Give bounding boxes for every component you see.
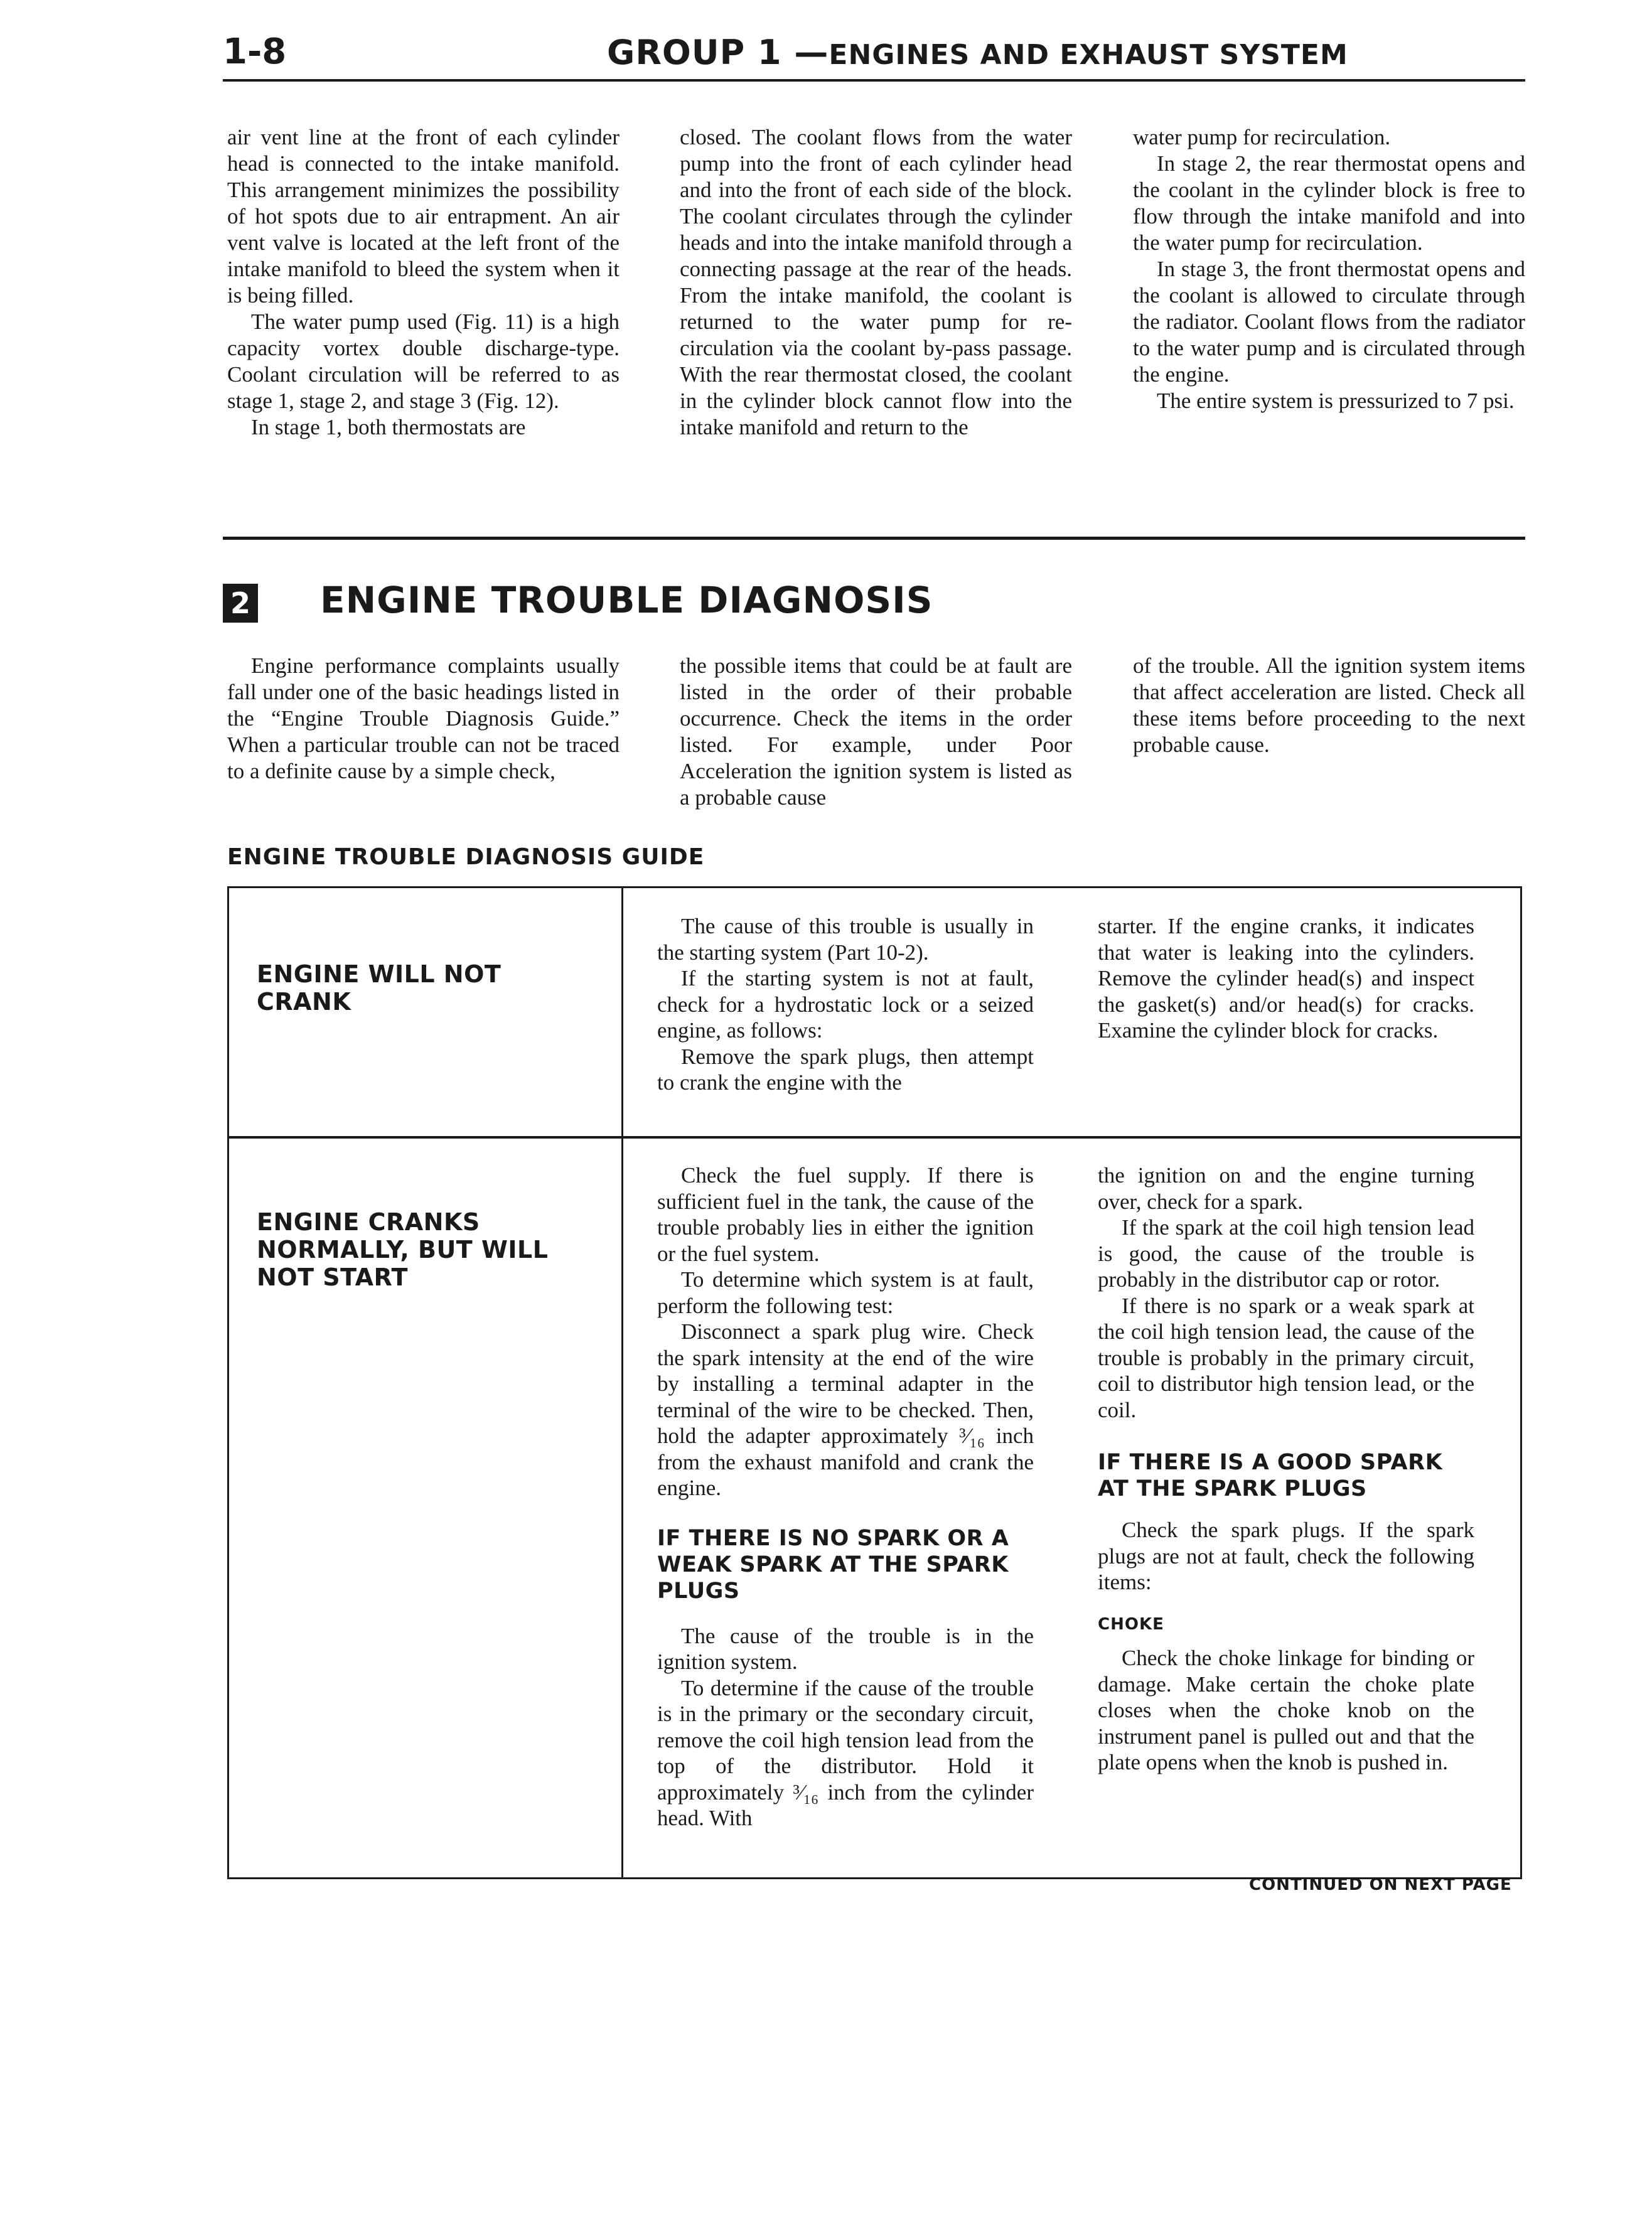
header-sep: —: [794, 33, 829, 72]
diagnosis-column-3: [1133, 653, 1525, 758]
page-header: [223, 31, 1525, 82]
guide-title: ENGINE TROUBLE DIAGNOSIS GUIDE: [227, 844, 705, 870]
row2-column-2: [1098, 1162, 1474, 1776]
row1-heading: ENGINE WILL NOT CRANK: [257, 960, 501, 1016]
row2-c2-p5: Check the choke linkage for binding or damage. Make certain the choke plate closes when the choke knob on the instrument panel is pulled out and that the plate opens when the knob is pushed in.: [1098, 1646, 1474, 1774]
intro-c2-p1: closed. The coolant flows from the water pump into the front of each cylinder head and into the front of each side of the block. The coolant circulates through the cylinder heads and into the intake manifold through a connecting passage at the rear of the heads. From the intake manifold, the coolant is returned to the water pump for re-circulation via the coolant by-pass passage. With the rear thermostat closed, the coolant in the cylinder block cannot flow into the intake manifold and return to the: [680, 125, 1072, 439]
continued-note: CONTINUED ON NEXT PAGE: [1249, 1875, 1512, 1894]
row1-c2-p1: starter. If the engine cranks, it indicates that water is leaking into the cylinders. Remove the cylinder head(s) and inspect the gasket(s) and/or head(s) for cracks. Examine the cylinder block for cracks.: [1098, 914, 1474, 1043]
row2-c1-p5: To determine if the cause of the trouble is in the primary or the secondary circuit, remove the coil high tension lead from the top of the distributor. Hold it approximately ³⁄₁₆ inch from the cylinder head. With: [657, 1675, 1034, 1830]
section-number-badge: 2: [223, 584, 258, 623]
intro-c1-p1: air vent line at the front of each cylinder head is connected to the intake manifold. This arrangement minimizes the possibility of hot spots due to air entrapment. An air vent valve is located at the left front of the intake manifold to bleed the system when it is being filled.: [227, 125, 620, 308]
row2-c2-subhead: IF THERE IS A GOOD SPARK AT THE SPARK PLUGS: [1098, 1450, 1443, 1501]
intro-c3-p3: In stage 3, the front thermostat opens and the coolant is allowed to circulate through the radiator. Coolant flows from the radiator to the water pump and is circulated through the engine.: [1133, 257, 1525, 387]
header-rule: [223, 79, 1525, 82]
section-rule: [223, 537, 1525, 540]
row2-c2-p2: If the spark at the coil high tension lead is good, the cause of the trouble is probably in the distributor cap or rotor.: [1098, 1215, 1474, 1292]
intro-c3-p2: In stage 2, the rear thermostat opens and the coolant in the cylinder block is free to flow through the intake manifold and into the water pump for recirculation.: [1133, 151, 1525, 255]
section-title: ENGINE TROUBLE DIAGNOSIS: [320, 579, 933, 621]
row2-c2-p3: If there is no spark or a weak spark at the coil high tension lead, the cause of the trouble is probably in the primary circuit, coil to distributor high tension lead, or the coil.: [1098, 1293, 1474, 1422]
intro-c1-p2: The water pump used (Fig. 11) is a high capacity vortex double discharge-type. Coolant circulation will be referred to as stage 1, stage 2, and stage 3 (Fig. 12).: [227, 309, 620, 413]
row2-heading: ENGINE CRANKS NORMALLY, BUT WILL NOT START: [257, 1208, 549, 1291]
diag-c3-p1: of the trouble. All the ignition system items that affect acceleration are listed. Check all these items before proceeding to the next probable cause.: [1133, 653, 1525, 757]
row2-c1-p1: Check the fuel supply. If there is sufficient fuel in the tank, the cause of the trouble probably lies in either the ignition or the fuel system.: [657, 1163, 1034, 1266]
intro-c3-p1: water pump for recirculation.: [1133, 125, 1391, 149]
header-subtitle: ENGINES AND EXHAUST SYSTEM: [829, 39, 1348, 71]
diagnosis-guide-table: [227, 886, 1522, 1879]
diag-c2-p1: the possible items that could be at fault are listed in the order of their probable occurrence. Check the items in the order listed. For example, under Poor Acceleration the ignition system is listed as a probable cause: [680, 653, 1072, 810]
row1-c1-p2: If the starting system is not at fault, check for a hydrostatic lock or a seized engine, as follows:: [657, 966, 1034, 1043]
diag-c1-p1: Engine performance complaints usually fall under one of the basic headings listed in the “Engine Trouble Diagnosis Guide.” When a particular trouble can not be traced to a definite cause by a simple check,: [227, 653, 620, 783]
intro-column-2: [680, 124, 1072, 441]
intro-c3-p4: The entire system is pressurized to 7 psi.: [1157, 389, 1515, 413]
row2-c1-p3: Disconnect a spark plug wire. Check the spark intensity at the end of the wire by installing a terminal adapter in the terminal of the wire to be checked. Then, hold the adapter approximately ³⁄₁₆ inch from the exhaust manifold and crank the engine.: [657, 1319, 1034, 1500]
row1-column-2: [1098, 913, 1474, 1044]
intro-column-3: [1133, 124, 1525, 414]
row2-column-1: [657, 1162, 1034, 1832]
row1-c1-p3: Remove the spark plugs, then attempt to crank the engine with the: [657, 1044, 1034, 1095]
row2-c1-subhead: IF THERE IS NO SPARK OR A WEAK SPARK AT THE SPARK PLUGS: [657, 1525, 1009, 1604]
row2-c1-p4: The cause of the trouble is in the ignition system.: [657, 1623, 1034, 1674]
diagnosis-column-2: [680, 653, 1072, 811]
diagnosis-column-1: [227, 653, 620, 785]
intro-c1-p3: In stage 1, both thermostats are: [251, 415, 526, 439]
row2-c2-minihead: CHOKE: [1098, 1614, 1164, 1634]
header-group: GROUP 1: [607, 33, 782, 72]
row2-c1-p2: To determine which system is at fault, perform the following test:: [657, 1267, 1034, 1318]
table-row-divider: [229, 1136, 1520, 1139]
header-title: [607, 33, 1348, 72]
page-number: 1-8: [223, 31, 287, 72]
table-column-divider: [621, 888, 623, 1877]
row1-c1-p1: The cause of this trouble is usually in the starting system (Part 10-2).: [657, 914, 1034, 965]
row2-c2-p4: Check the spark plugs. If the spark plugs are not at fault, check the following items:: [1098, 1518, 1474, 1594]
row2-c2-p1: the ignition on and the engine turning over, check for a spark.: [1098, 1163, 1474, 1214]
intro-column-1: [227, 124, 620, 441]
row1-column-1: [657, 913, 1034, 1096]
